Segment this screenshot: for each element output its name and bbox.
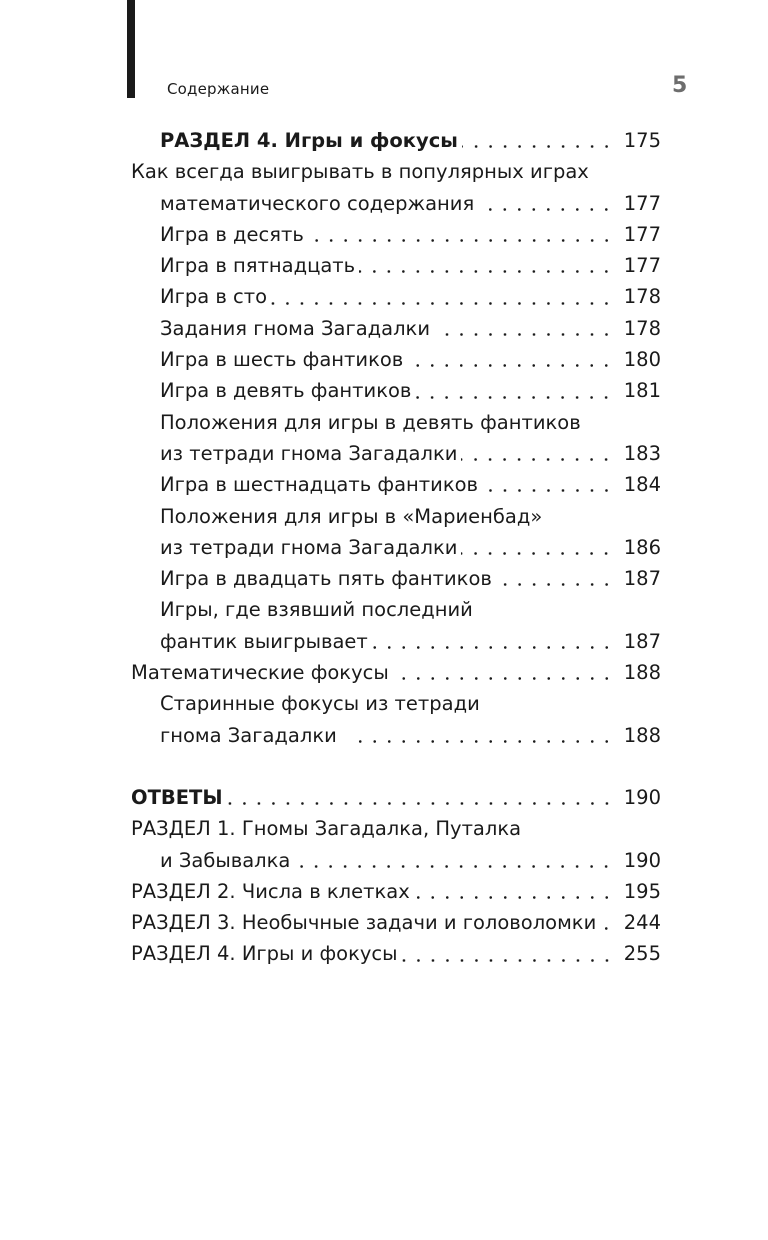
dot-leader bbox=[393, 677, 614, 680]
spacer bbox=[131, 751, 661, 782]
dot-leader bbox=[308, 239, 614, 242]
toc-page: 177 bbox=[623, 222, 661, 246]
toc-title: РАЗДЕЛ 4. Игры и фокусы bbox=[160, 129, 458, 152]
toc-title: из тетради гнома Загадалки bbox=[160, 441, 458, 465]
toc-entry[interactable] bbox=[131, 250, 661, 281]
dot-leader bbox=[359, 270, 614, 273]
toc-page: 188 bbox=[623, 723, 661, 747]
toc-page: 187 bbox=[623, 629, 661, 653]
dot-leader bbox=[496, 583, 614, 586]
toc-page: 177 bbox=[623, 191, 661, 215]
dot-leader bbox=[482, 489, 614, 492]
toc-title: РАЗДЕЛ 4. Игры и фокусы bbox=[131, 942, 398, 966]
dot-leader bbox=[294, 865, 613, 868]
toc-entry[interactable] bbox=[131, 156, 661, 187]
toc-entry[interactable] bbox=[131, 813, 661, 844]
toc-entry[interactable] bbox=[131, 845, 661, 876]
toc-entry[interactable] bbox=[131, 469, 661, 500]
toc-entry[interactable] bbox=[131, 188, 661, 219]
toc-title: Задания гнома Загадалки bbox=[160, 316, 431, 340]
toc-title: Как всегда выигрывать в популярных играх bbox=[131, 160, 589, 184]
dot-leader bbox=[227, 802, 614, 805]
dot-leader bbox=[462, 145, 614, 148]
toc-title: Положения для игры в «Мариенбад» bbox=[160, 504, 543, 528]
dot-leader bbox=[372, 646, 614, 649]
dot-leader bbox=[600, 927, 614, 930]
toc-entry[interactable] bbox=[131, 688, 661, 719]
toc-title: Игра в десять bbox=[160, 222, 304, 246]
toc-page: 180 bbox=[623, 348, 661, 372]
toc-page: 181 bbox=[623, 379, 661, 403]
toc-entry[interactable] bbox=[131, 594, 661, 625]
toc-title: РАЗДЕЛ 2. Числа в клетках bbox=[131, 879, 410, 903]
toc-title: Игра в сто bbox=[160, 285, 268, 309]
toc-title: ОТВЕТЫ bbox=[131, 785, 223, 809]
toc-page: 178 bbox=[623, 285, 661, 309]
toc-title: РАЗДЕЛ 3. Необычные задачи и головоломки bbox=[131, 911, 597, 935]
toc-page: 188 bbox=[623, 661, 661, 685]
toc-title: и Забывалка bbox=[160, 848, 291, 872]
toc-page: 175 bbox=[623, 129, 661, 152]
toc-title: Игра в двадцать пять фантиков bbox=[160, 567, 492, 591]
dot-leader bbox=[355, 740, 614, 743]
dot-leader bbox=[271, 302, 614, 305]
toc-entry[interactable] bbox=[131, 657, 661, 688]
toc-entry[interactable] bbox=[131, 720, 661, 751]
toc-entry[interactable] bbox=[131, 563, 661, 594]
toc-title: Игра в шестнадцать фантиков bbox=[160, 473, 479, 497]
toc-section-header[interactable] bbox=[131, 782, 661, 813]
toc-page: 178 bbox=[623, 316, 661, 340]
table-of-contents bbox=[131, 125, 661, 970]
toc-entry[interactable] bbox=[131, 907, 661, 938]
toc-title: Старинные фокусы из тетради bbox=[160, 692, 480, 716]
toc-title: Игра в пятнадцать bbox=[160, 254, 356, 278]
page-number: 5 bbox=[672, 73, 688, 98]
toc-entry[interactable] bbox=[131, 281, 661, 312]
toc-entry[interactable] bbox=[131, 501, 661, 532]
toc-title: из тетради гнома Загадалки bbox=[160, 535, 458, 559]
toc-page: 255 bbox=[623, 942, 661, 966]
running-head: Содержание bbox=[167, 80, 270, 98]
toc-page: 183 bbox=[623, 441, 661, 465]
toc-entry[interactable] bbox=[131, 938, 661, 969]
dot-leader bbox=[478, 208, 614, 211]
toc-title: Игра в девять фантиков bbox=[160, 379, 412, 403]
toc-page: 187 bbox=[623, 567, 661, 591]
toc-title: гнома Загадалки bbox=[160, 723, 337, 747]
toc-entry[interactable] bbox=[131, 876, 661, 907]
toc-title: математического содержания bbox=[160, 191, 475, 215]
dot-leader bbox=[407, 364, 614, 367]
toc-page: 177 bbox=[623, 254, 661, 278]
dot-leader bbox=[434, 333, 614, 336]
toc-title: Игры, где взявший последний bbox=[160, 598, 473, 622]
toc-entry[interactable] bbox=[131, 438, 661, 469]
toc-entry[interactable] bbox=[131, 407, 661, 438]
margin-bar bbox=[127, 0, 135, 98]
dot-leader bbox=[414, 896, 614, 899]
toc-title: Положения для игры в девять фантиков bbox=[160, 410, 581, 434]
toc-page: 190 bbox=[623, 848, 661, 872]
toc-page: 244 bbox=[623, 911, 661, 935]
dot-leader bbox=[461, 552, 613, 555]
toc-page: 190 bbox=[623, 785, 661, 809]
toc-title: Математические фокусы bbox=[131, 661, 389, 685]
dot-leader bbox=[402, 959, 614, 962]
toc-entry[interactable] bbox=[131, 626, 661, 657]
toc-page: 195 bbox=[623, 879, 661, 903]
toc-entry[interactable] bbox=[131, 532, 661, 563]
toc-section-header[interactable] bbox=[131, 125, 661, 156]
toc-entry[interactable] bbox=[131, 344, 661, 375]
toc-entry[interactable] bbox=[131, 375, 661, 406]
toc-page: 186 bbox=[623, 535, 661, 559]
toc-entry[interactable] bbox=[131, 313, 661, 344]
dot-leader bbox=[415, 396, 613, 399]
toc-title: фантик выигрывает bbox=[160, 629, 368, 653]
toc-page: 184 bbox=[623, 473, 661, 497]
dot-leader bbox=[461, 458, 613, 461]
toc-title: РАЗДЕЛ 1. Гномы Загадалка, Путалка bbox=[131, 817, 522, 841]
toc-entry[interactable] bbox=[131, 219, 661, 250]
toc-title: Игра в шесть фантиков bbox=[160, 348, 404, 372]
